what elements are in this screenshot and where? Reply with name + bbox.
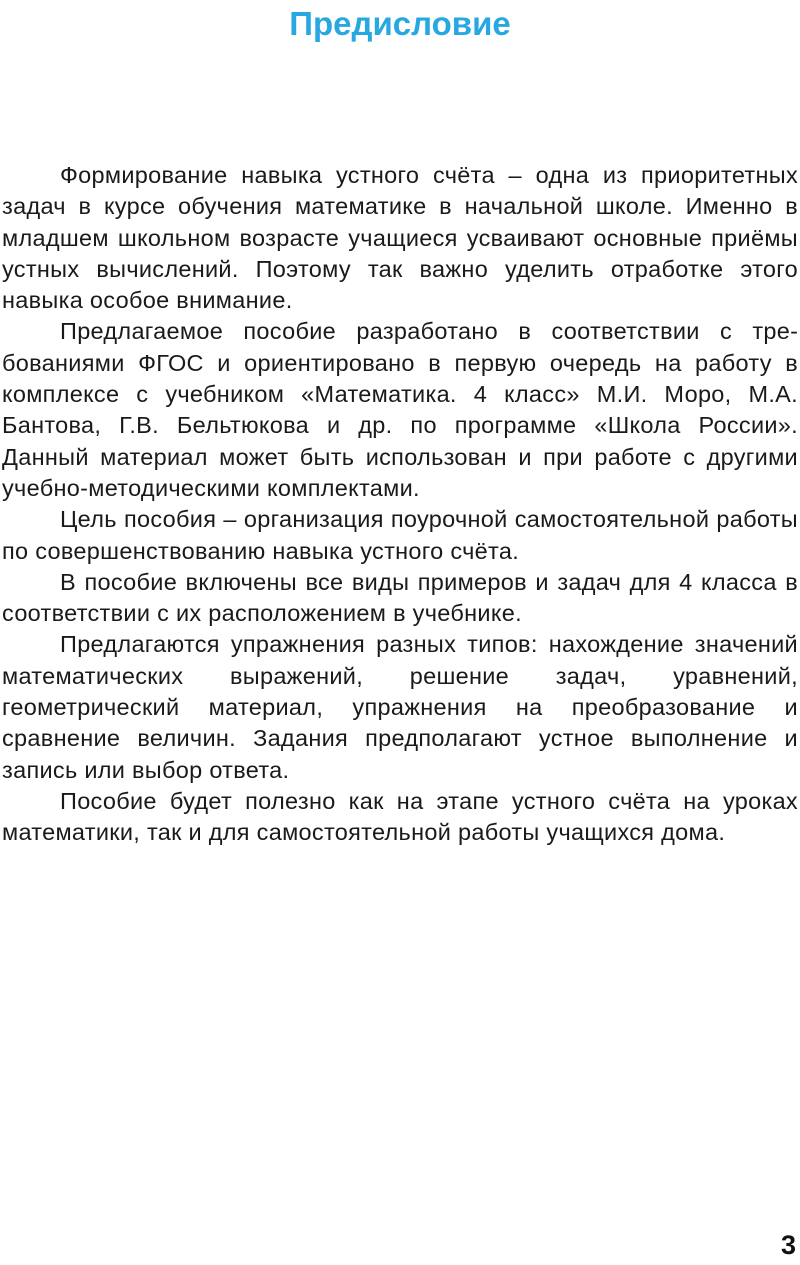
preface-body bbox=[2, 160, 798, 849]
paragraph-3: Цель пособия – организация поурочной самостоятельной работы по совершенствованию навыка устного счёта. bbox=[2, 506, 798, 564]
paragraph-4: В пособие включены все виды примеров и задач для 4 класса в соответствии с их расположением в учебнике. bbox=[2, 568, 798, 627]
paragraph-1: Формирование навыка устного счёта – одна из приоритетных задач в курсе обучения математике в начальной школе. Именно в младшем школьном возрасте учащиеся усваивают основные приёмы устных вычислений. Поэтому так важно уделить отработке этого навыка особое внимание. bbox=[2, 162, 798, 314]
paragraph-6: Пособие будет полезно как на этапе устного счёта на уроках математики, так и для самостоятельной работы учащихся дома. bbox=[2, 787, 798, 846]
page-title: Предисловие bbox=[289, 5, 511, 42]
page-number: 3 bbox=[780, 1230, 796, 1260]
paragraph-5: Предлагаются упражнения разных типов: нахождение значений математических выражений, решение задач, уравнений, геометрический материал, упражнения на преобразование и сравнение величин. Задания предполагают устное выполнение и запись или выбор ответа. bbox=[2, 631, 798, 783]
paragraph-2: Предлагаемое пособие разработано в соответствии с требованиями ФГОС и ориентировано в первую очередь на работу в комплексе с учебником «Математика. 4 класс» М.И. Моро, М.А. Бантова, Г.В. Бельтюкова и др. по программе «Школа России». Данный материал может быть использован и при работе с другими учебно-методическими комплектами. bbox=[2, 318, 798, 501]
